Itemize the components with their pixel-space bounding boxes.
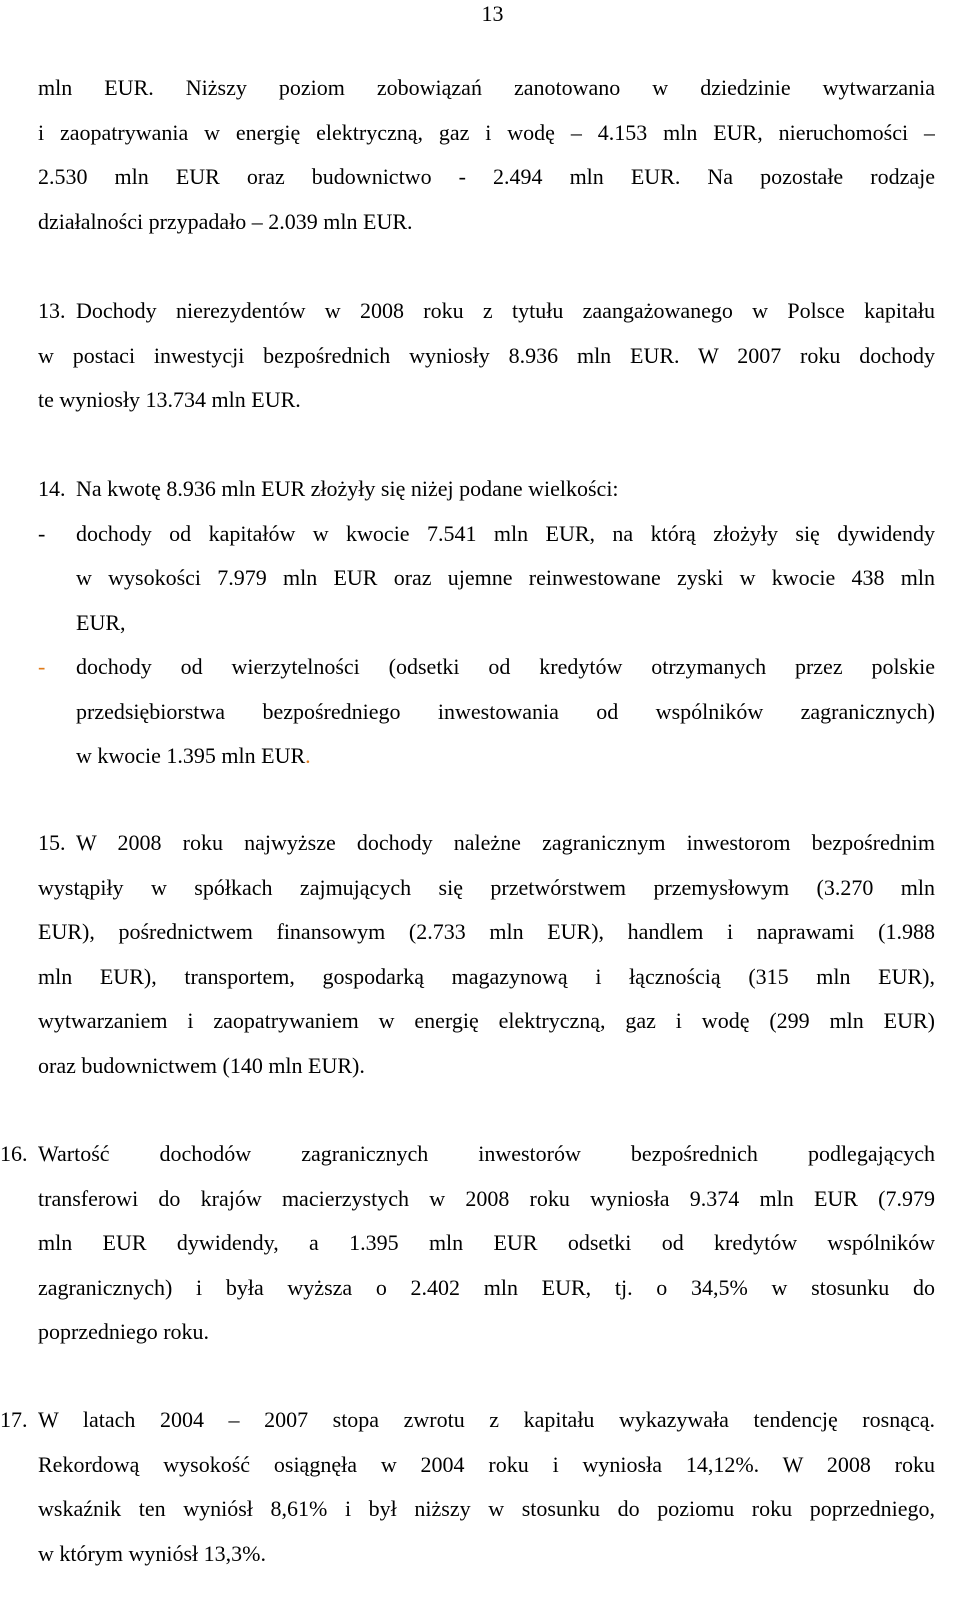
text-line: wytwarzaniem i zaopatrywaniem w energię elektryczną, gaz i wodę (299 mln EUR) <box>38 1008 935 1033</box>
list-item <box>38 512 935 646</box>
text-line: mln EUR), transportem, gospodarką magazynową i łącznością (315 mln EUR), <box>38 963 935 989</box>
paragraph-15 <box>38 821 935 1088</box>
list-dash: - <box>38 520 46 546</box>
text-line: EUR), pośrednictwem finansowym (2.733 mln EUR), handlem i naprawami (1.988 <box>38 919 935 944</box>
text-line: wystąpiły w spółkach zajmujących się przetwórstwem przemysłowym (3.270 mln <box>38 874 935 900</box>
paragraph-13 <box>38 289 935 423</box>
page-number: 13 <box>481 1 504 26</box>
text-line: w postaci inwestycji bezpośrednich wyniosły 8.936 mln EUR. W 2007 roku dochody <box>38 342 935 368</box>
text-line: mln EUR dywidendy, a 1.395 mln EUR odsetki od kredytów wspólników <box>38 1230 935 1255</box>
text-line: i zaopatrywania w energię elektryczną, gaz i wodę – 4.153 mln EUR, nieruchomości – <box>38 119 935 145</box>
intro-paragraph <box>38 66 935 244</box>
text-line: EUR, <box>76 609 126 635</box>
text-line: zagranicznych) i była wyższa o 2.402 mln EUR, tj. o 34,5% w stosunku do <box>38 1274 935 1300</box>
text-line: Rekordową wysokość osiągnęła w 2004 roku i wyniosła 14,12%. W 2008 roku <box>38 1451 935 1477</box>
text-line: 2.530 mln EUR oraz budownictwo - 2.494 mln EUR. Na pozostałe rodzaje <box>38 164 935 189</box>
text-line: w kwocie 1.395 mln EUR <box>76 743 306 768</box>
paragraph-first-line <box>38 289 935 334</box>
text-line: działalności przypadało – 2.039 mln EUR. <box>38 208 413 234</box>
text-line: Na kwotę 8.936 mln EUR złożyły się niżej podane wielkości: <box>76 476 619 501</box>
text-line: transferowi do krajów macierzystych w 2008 roku wyniosła 9.374 mln EUR (7.979 <box>38 1185 935 1211</box>
text-line: W 2008 roku najwyższe dochody należne zagranicznym inwestorom bezpośrednim <box>76 830 935 855</box>
paragraph-number: 16. <box>0 1141 28 1166</box>
text-line: mln EUR. Niższy poziom zobowiązań zanotowano w dziedzinie wytwarzania <box>38 75 935 100</box>
text-line: poprzedniego roku. <box>38 1319 210 1344</box>
text-line: wskaźnik ten wyniósł 8,61% i był niższy w stosunku do poziomu roku poprzedniego, <box>38 1496 935 1521</box>
paragraph-16 <box>0 1132 935 1355</box>
text-line: dochody od wierzytelności (odsetki od kredytów otrzymanych przez polskie <box>76 654 935 679</box>
text-line: oraz budownictwem (140 mln EUR). <box>38 1052 365 1078</box>
paragraph-number: 14. <box>38 476 66 501</box>
paragraph-first-line <box>38 821 935 866</box>
paragraph-first-line <box>38 467 935 512</box>
paragraph-first-line <box>0 1398 935 1443</box>
text-line: W latach 2004 – 2007 stopa zwrotu z kapitału wykazywała tendencję rosnącą. <box>38 1407 935 1432</box>
text-line: Wartość dochodów zagranicznych inwestorów bezpośrednich podlegających <box>38 1141 935 1166</box>
list-item <box>38 645 935 779</box>
paragraph-17 <box>0 1398 935 1576</box>
list-dash: - <box>38 654 46 679</box>
text-line: te wyniosły 13.734 mln EUR. <box>38 387 301 412</box>
paragraph-first-line <box>0 1132 935 1177</box>
text-line: w którym wyniósł 13,3%. <box>38 1540 266 1566</box>
paragraph-number: 13. <box>38 298 66 323</box>
text-line: dochody od kapitałów w kwocie 7.541 mln EUR, na którą złożyły się dywidendy <box>76 520 935 546</box>
trailing-period: . <box>305 743 311 768</box>
paragraph-14 <box>38 467 935 779</box>
paragraph-number: 17. <box>0 1407 28 1432</box>
paragraph-number: 15. <box>38 830 66 855</box>
text-line: Dochody nierezydentów w 2008 roku z tytułu zaangażowanego w Polsce kapitału <box>76 298 935 323</box>
text-line: w wysokości 7.979 mln EUR oraz ujemne reinwestowane zyski w kwocie 438 mln <box>76 565 935 590</box>
text-line: przedsiębiorstwa bezpośredniego inwestowania od wspólników zagranicznych) <box>76 698 935 724</box>
